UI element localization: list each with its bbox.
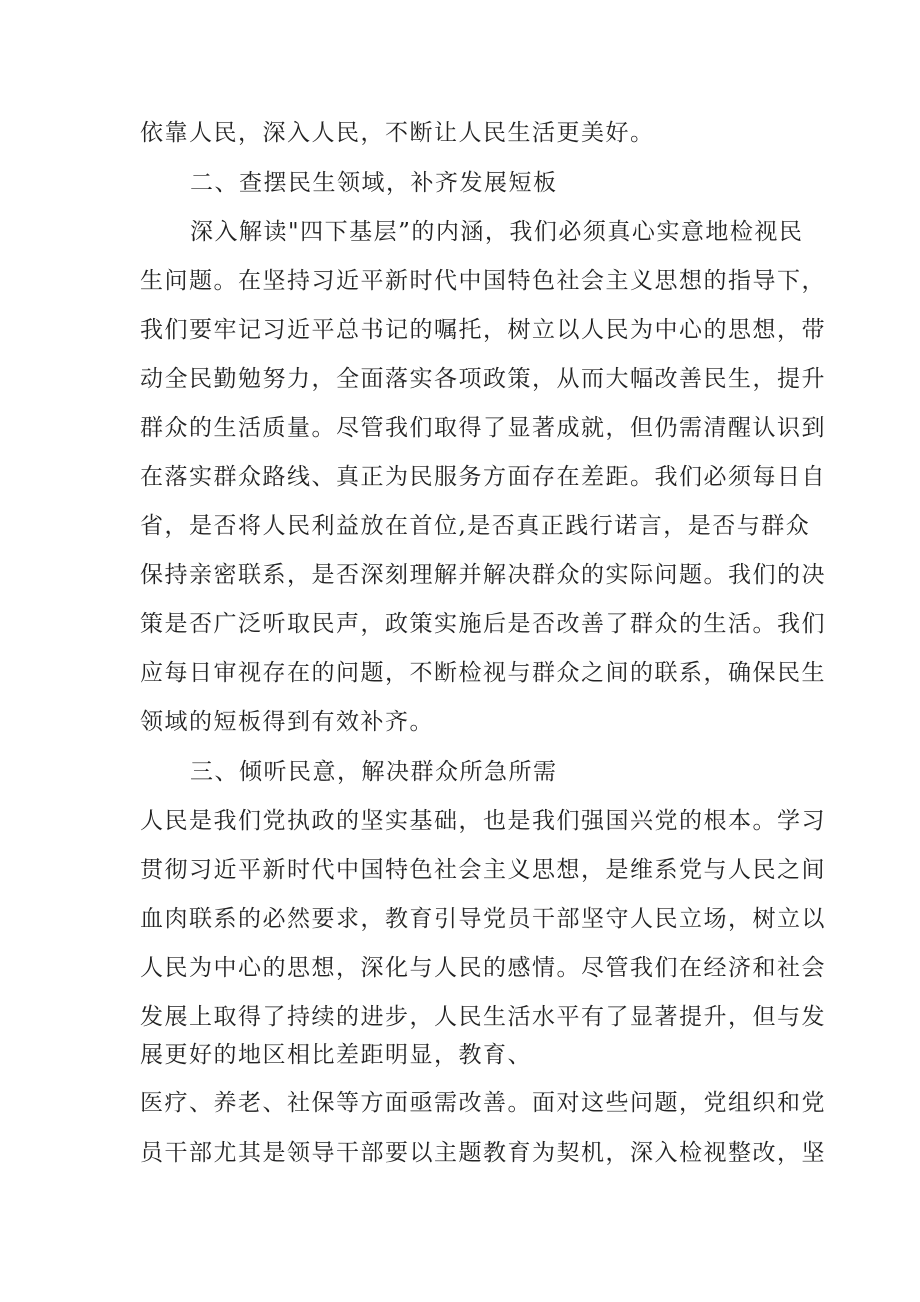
paragraph-line: 我们要牢记习近平总书记的嘱托，树立以人民为中心的思想，带 — [140, 317, 826, 343]
paragraph-line: 应每日审视存在的问题，不断检视与群众之间的联系，确保民生 — [140, 660, 826, 686]
paragraph-line: 动全民勤勉努力，全面落实各项政策，从而大幅改善民生，提升 — [140, 366, 826, 392]
paragraph-line: 保持亲密联系，是否深刻理解并解决群众的实际问题。我们的决 — [140, 562, 826, 588]
paragraph-line: 策是否广泛听取民声，政策实施后是否改善了群众的生活。我们 — [140, 611, 826, 637]
paragraph-line: 医疗、养老、社保等方面亟需改善。面对这些问题，党组织和党 — [140, 1090, 826, 1116]
paragraph-line: 员干部尤其是领导干部要以主题教育为契机，深入检视整改，坚 — [140, 1140, 826, 1166]
paragraph-line: 省，是否将人民利益放在首位,是否真正践行诺言，是否与群众 — [140, 513, 811, 539]
paragraph-line: 群众的生活质量。尽管我们取得了显著成就，但仍需清醒认识到 — [140, 415, 826, 441]
section-heading: 二、查摆民生领域，补齐发展短板 — [190, 170, 558, 196]
paragraph-line: 人民是我们党执政的坚实基础，也是我们强国兴党的根本。学习 — [140, 808, 826, 834]
paragraph-line: 领域的短板得到有效补齐。 — [140, 709, 434, 735]
paragraph-line: 生问题。在坚持习近平新时代中国特色社会主义思想的指导下， — [140, 268, 826, 294]
paragraph-line: 深入解读"四下基层”的内涵，我们必须真心实意地检视民 — [190, 219, 804, 245]
paragraph-line: 在落实群众路线、真正为民服务方面存在差距。我们必须每日自 — [140, 464, 826, 490]
paragraph-line: 依靠人民，深入人民，不断让人民生活更美好。 — [140, 120, 655, 146]
paragraph-line: 血肉联系的必然要求，教育引导党员干部坚守人民立场，树立以 — [140, 906, 826, 932]
paragraph-line: 发展上取得了持续的进步，人民生活水平有了显著提升，但与发 — [140, 1004, 826, 1030]
section-heading: 三、倾听民意，解决群众所急所需 — [190, 759, 558, 785]
paragraph-line: 展更好的地区相比差距明显，教育、 — [140, 1042, 532, 1068]
paragraph-line: 贯彻习近平新时代中国特色社会主义思想，是维系党与人民之间 — [140, 857, 826, 883]
paragraph-line: 人民为中心的思想，深化与人民的感情。尽管我们在经济和社会 — [140, 955, 826, 981]
